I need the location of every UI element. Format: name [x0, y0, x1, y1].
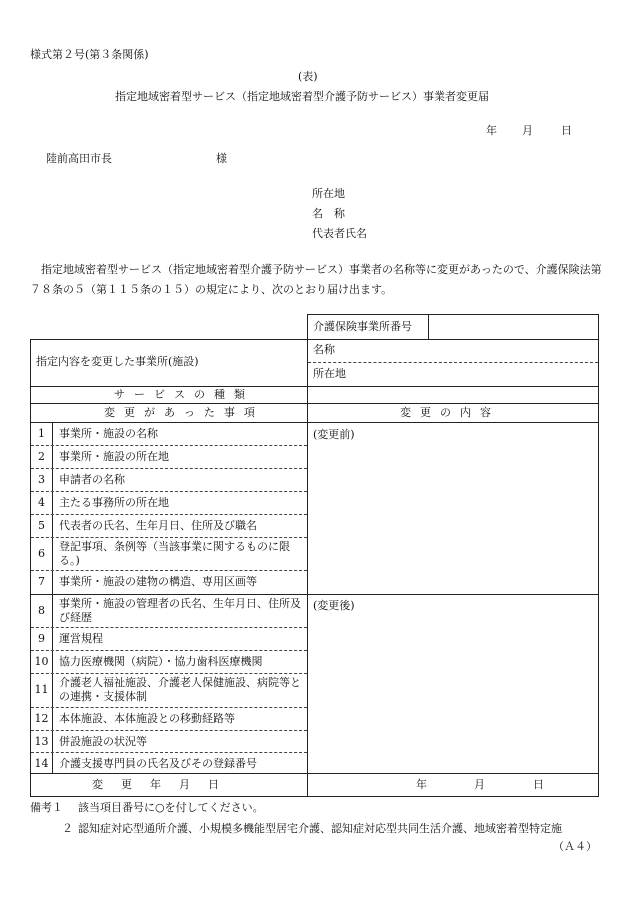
item-number: 8: [38, 604, 45, 617]
addressee-name: 陸前高田市長: [46, 152, 112, 165]
item-text: 本体施設、本体施設との移動経路等: [59, 712, 235, 725]
facility-address-label: 所在地: [313, 367, 346, 380]
item-number: 1: [38, 427, 45, 440]
change-date-month: 月: [474, 778, 485, 791]
item-text: 申請者の名称: [59, 473, 125, 486]
applicant-name-label: 名 称: [312, 207, 345, 220]
note-1-prefix: 備考１: [30, 801, 63, 814]
item-number: 10: [34, 655, 49, 668]
service-type-label: サービスの種類: [114, 388, 254, 401]
item-number: 6: [38, 547, 45, 560]
item-text: 運営規程: [59, 632, 103, 645]
item-number: 14: [34, 757, 49, 770]
change-content-header: 変更の内容: [400, 406, 500, 419]
item-number: 12: [34, 712, 49, 725]
table-label: (表): [298, 70, 318, 83]
page-title: 指定地域密着型サービス（指定地域密着型介護予防サービス）事業者変更届: [115, 90, 489, 103]
changed-items-header: 変更があった事項: [104, 406, 264, 419]
paper-size: （Ａ４）: [553, 840, 597, 853]
note-1: 該当項目番号に○を付してください。: [78, 801, 264, 814]
insurance-number-label: 介護保険事業所番号: [313, 320, 412, 333]
item-text: 介護老人福祉施設、介護老人保健施設、病院等との連携・支援体制: [59, 676, 301, 703]
item-text: 協力医療機関（病院）・協力歯科医療機関: [59, 655, 263, 668]
date-month: 月: [522, 124, 533, 137]
item-text: 事業所・施設の建物の構造、専用区画等: [59, 575, 257, 588]
before-label: (変更前): [313, 428, 355, 441]
date-year: 年: [486, 124, 497, 137]
item-text: 登記事項、条例等（当該事業に関するものに限る。): [59, 540, 290, 567]
item-number: 5: [38, 519, 45, 532]
item-text: 介護支援専門員の氏名及びその登録番号: [59, 757, 257, 770]
item-number: 13: [34, 735, 49, 748]
item-text: 主たる事務所の所在地: [59, 496, 169, 509]
form-number: 様式第２号(第３条関係): [30, 48, 149, 61]
addressee-honorific: 様: [216, 152, 227, 165]
applicant-address-label: 所在地: [312, 187, 345, 200]
item-text: 代表者の氏名、生年月日、住所及び職名: [59, 519, 257, 532]
item-number: 9: [38, 632, 45, 645]
intro-paragraph: 指定地域密着型サービス（指定地域密着型介護予防サービス）事業者の名称等に変更があったので、介護保険法第７８条の５（第１１５条の１５）の規定により、次のとおり届け出ます。: [30, 263, 602, 296]
item-text: 併設施設の状況等: [59, 735, 147, 748]
date-day: 日: [561, 124, 572, 137]
item-number: 3: [38, 473, 45, 486]
note-2-prefix: ２: [62, 822, 73, 835]
item-number: 11: [34, 683, 49, 696]
item-text: 事業所・施設の管理者の氏名、生年月日、住所及び経歴: [59, 597, 301, 624]
item-number: 2: [38, 450, 45, 463]
applicant-representative-label: 代表者氏名: [312, 227, 367, 240]
change-date-year: 年: [416, 778, 427, 791]
facility-name-label: 名称: [313, 343, 335, 356]
item-number: 7: [38, 575, 45, 588]
change-date-label: 変更年月日: [92, 778, 237, 791]
after-label: (変更後): [313, 599, 355, 612]
item-number: 4: [38, 496, 45, 509]
change-date-day: 日: [533, 778, 544, 791]
note-2: 認知症対応型通所介護、小規模多機能型居宅介護、認知症対応型共同生活介護、地域密着型特定施: [78, 822, 562, 835]
item-text: 事業所・施設の名称: [59, 427, 158, 440]
facility-label: 指定内容を変更した事業所(施設): [36, 355, 199, 368]
item-text: 事業所・施設の所在地: [59, 450, 169, 463]
